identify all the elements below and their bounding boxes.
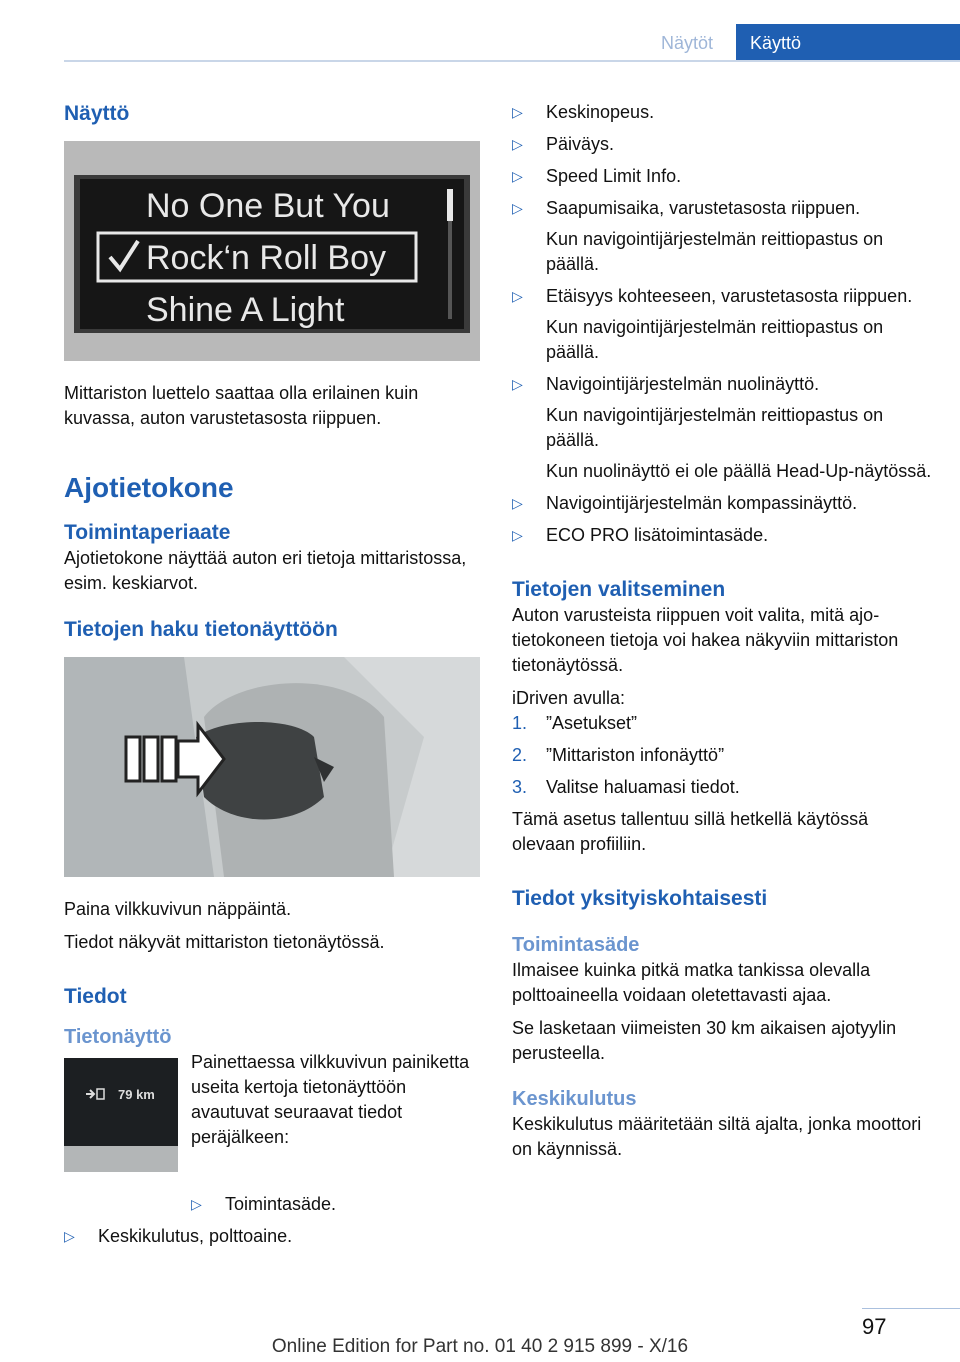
list-item: ▷ Keskinopeus. [512, 100, 932, 125]
list-item: ▷ Toimintasäde. [191, 1192, 482, 1217]
header-tab-displays[interactable]: Näytöt [660, 33, 714, 53]
heading-fetch-info: Tietojen haku tietonäyttöön [64, 618, 338, 641]
heading-info-display: Tietonäyttö [64, 1026, 172, 1048]
heading-details: Tiedot yksityiskohtaisesti [512, 887, 768, 910]
triangle-bullet-icon: ▷ [512, 288, 523, 304]
figure-stalk-button [64, 657, 480, 877]
list-item: 2. ”Mittariston infonäyttö” [512, 745, 725, 765]
list-info-items-inner [191, 1192, 482, 1217]
page-number: 97 [862, 1314, 887, 1339]
list-item: 1. ”Asetukset” [512, 713, 638, 733]
list-info-items-continued [512, 100, 932, 548]
range-display-image [64, 1058, 178, 1172]
triangle-bullet-icon: ▷ [64, 1228, 75, 1244]
heading-trip-computer: Ajotietokone [64, 472, 234, 503]
list-item: ▷ Navigointijärjestelmän nuolinäyttö. Kun navigointijärjestelmän reittiopastus on päällä. Kun nuolinäyttö ei ole päällä Head-Up-näytössä. [512, 374, 932, 481]
triangle-bullet-icon: ▷ [512, 200, 523, 216]
heading-info: Tiedot [64, 985, 127, 1008]
list-item: ▷ Navigointijärjestelmän kompassinäyttö. [512, 491, 932, 516]
range-value: 79 km [118, 1087, 155, 1102]
edition-note: Online Edition for Part no. 01 40 2 915 899 - X/16 [271, 1336, 689, 1357]
footer-rule [862, 1308, 960, 1309]
triangle-bullet-icon: ▷ [512, 104, 523, 120]
text-principle: Ajotietokone näyttää auton eri tietoja mittaristossa, esim. keskiarvot. [64, 548, 467, 593]
text-range-1: Ilmaisee kuinka pitkä matka tankissa olevalla polttoaineella voidaan oletettavasti ajaa. [512, 960, 871, 1005]
info-display-block [64, 1050, 482, 1200]
heading-select-info: Tietojen valitseminen [512, 578, 726, 601]
text-range-2: Se lasketaan viimeisten 30 km aikaisen ajotyylin perusteella. [512, 1018, 897, 1063]
playlist-item-3: Shine A Light [146, 291, 345, 329]
scrollbar-thumb [447, 189, 453, 221]
heading-range: Toimintasäde [512, 934, 640, 956]
header-tab-operation[interactable]: Käyttö [736, 24, 960, 60]
triangle-bullet-icon: ▷ [512, 168, 523, 184]
playlist-item-1: No One But You [146, 187, 390, 225]
text-idrive: iDriven avulla: [512, 688, 626, 708]
text-setting-saved: Tämä asetus tallentuu sillä hetkellä käytössä olevaan profiiliin. [512, 809, 869, 854]
text-select-info: Auton varusteista riippuen voit valita, mitä ajotietokoneen tietoja voi hakea näkyviin mittariston tietonäytössä. [512, 605, 899, 675]
header-rule [64, 60, 960, 62]
list-item: ▷ Saapumisaika, varustetasosta riippuen. Kun navigointijärjestelmän reittiopastus on päällä. [512, 198, 884, 274]
list-item: ▷ ECO PRO lisätoimintasäde. [512, 523, 932, 548]
text-info-display: Painettaessa vilkkuvivun painiketta useita kertoja tietonäyttöön avautuvat seuraavat tiedot peräjälkeen: [191, 1052, 470, 1147]
text-avg-consumption: Keskikulutus määritetään siltä ajalta, jonka moottori on käynnissä. [512, 1114, 922, 1159]
list-item: ▷ Speed Limit Info. [512, 164, 932, 189]
figure-playlist-display [64, 141, 480, 361]
triangle-bullet-icon: ▷ [512, 495, 523, 511]
text-info-shown: Tiedot näkyvät mittariston tietonäytössä. [64, 932, 385, 952]
list-item: ▷ Päiväys. [512, 132, 932, 157]
triangle-bullet-icon: ▷ [512, 527, 523, 543]
heading-avg-consumption: Keskikulutus [512, 1088, 637, 1110]
heading-display: Näyttö [64, 102, 130, 125]
left-column [64, 100, 482, 1256]
text-press-button: Paina vilkkuvivun näppäintä. [64, 899, 292, 919]
steps-list [512, 711, 932, 800]
triangle-bullet-icon: ▷ [191, 1196, 202, 1212]
triangle-bullet-icon: ▷ [512, 376, 523, 392]
stalk-button-image [64, 657, 480, 877]
heading-principle: Toimintaperiaate [64, 521, 231, 544]
right-column [512, 100, 932, 1162]
text-display-note: Mittariston luettelo saattaa olla erilainen kuin kuvassa, auton varustetasosta riippuen. [64, 383, 419, 428]
list-info-items-outer [64, 1224, 482, 1249]
list-item: 3. Valitse haluamasi tiedot. [512, 777, 740, 797]
playlist-item-2: Rock‘n Roll Boy [146, 239, 386, 277]
playlist-display-image [64, 141, 480, 361]
triangle-bullet-icon: ▷ [512, 136, 523, 152]
list-item: ▷ Etäisyys kohteeseen, varustetasosta riippuen. Kun navigointijärjestelmän reittiopastus on päällä. [512, 286, 913, 362]
figure-range-display [64, 1058, 178, 1172]
list-item: ▷ Keskikulutus, polttoaine. [64, 1224, 482, 1249]
